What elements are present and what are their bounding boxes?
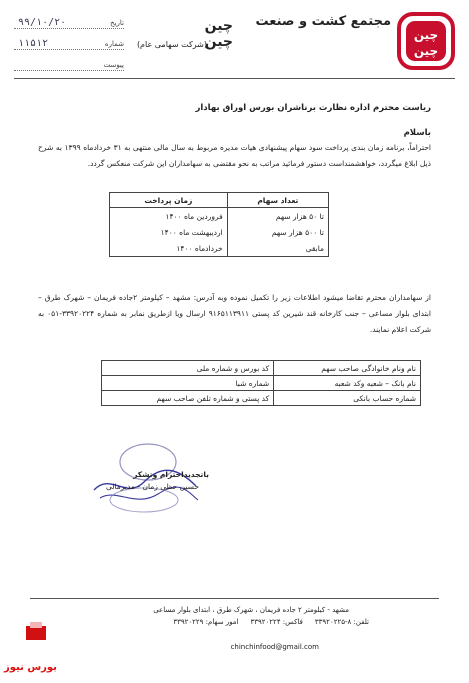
number-row (14, 31, 124, 50)
recipient-line: ریاست محترم اداره نظارت برناشران بورس اوراق بهادار (195, 103, 431, 113)
svg-text:چین: چین (413, 28, 439, 42)
company-type: (شرکت سهامی عام) (136, 40, 207, 49)
shares-cell: تا ۵۰۰ هزار سهم (227, 224, 328, 240)
number-label: شماره (104, 40, 124, 48)
shares-cell: تا ۵۰ هزار سهم (227, 208, 328, 225)
date-row (14, 10, 124, 29)
column-header-payment-time: زمان پرداخت (110, 193, 228, 208)
payment-schedule-table (109, 192, 329, 257)
svg-text:چین: چین (413, 44, 439, 58)
paragraph-instructions: از سهامداران محترم تقاضا میشود اطلاعات زیر را تکمیل نموده وبه آدرس: مشهد – کیلومتر ۲جاده فریمان – شهرک طرق – ابتدای بلوار مساعی – جنب کارخانه قند شیرین کد پستی ۹۱۶۵۱۱۳۹۱۱ ارسال ویا ازطریق نمابر به شماره ۳۳۹۲۰۲۲۴-۰۵۱ به شرکت اعلام نمایند. (38, 293, 432, 334)
info-field: شماره حساب بانکی (274, 391, 421, 406)
footer-address: مشهد - کیلومتر ۲ جاده فریمان ، شهرک طرق ، ابتدای بلوار مساعی (153, 606, 349, 614)
payment-time-cell: اردیبهشت ماه ۱۴۰۰ (110, 224, 228, 240)
brand-line-2: چین (204, 34, 233, 51)
footer-contacts (173, 618, 369, 626)
table-header-row (110, 193, 329, 208)
watermark-text: بورس نیوز (4, 662, 57, 673)
info-field: شماره شبا (102, 376, 274, 391)
header-divider (14, 78, 455, 79)
company-title: مجتمع کشت و صنعت (255, 14, 391, 29)
table-row (102, 361, 421, 376)
footer-divider (30, 598, 439, 599)
signer-name: حسین حظی زمان - مدیرمالی (105, 482, 199, 491)
info-field: کد پستی و شماره تلفن صاحب سهم (102, 391, 274, 406)
attachment-row (14, 52, 124, 71)
shares-cell: مابقی (227, 240, 328, 257)
shareholder-info-table (101, 360, 421, 406)
company-logo (397, 12, 455, 70)
date-label: تاریخ (110, 19, 124, 27)
table-row (110, 240, 329, 257)
number-value: ۱۱۵۱۲ (18, 38, 49, 49)
table-row (110, 208, 329, 225)
attachment-label: پیوست (103, 61, 124, 69)
footer-email: chinchinfood@gmail.com (230, 643, 319, 651)
date-value: ۹۹/۱۰/۲۰ (18, 17, 67, 28)
info-field: نام ونام خانوادگی صاحب سهم (274, 361, 421, 376)
info-field: کد بورس و شماره ملی (102, 361, 274, 376)
phone-text: تلفن: ۸-۳۳۹۲۰۲۲۵ (314, 618, 369, 626)
column-header-shares: تعداد سهام (227, 193, 328, 208)
paragraph-intro: احتراماً، برنامه زمان بندی پرداخت سود سهام پیشنهادی هیات مدیره مربوط به سال مالی منتهی به ۳۱ خردادماه ۱۳۹۹ به شرح ذیل ابلاغ میگردد، خواهشمنداست دستور فرمائید مراتب به نحو مقتضی به سهامداران این شرکت منعکس گردد. (38, 143, 432, 168)
brand-line-1: چین (204, 18, 233, 34)
payment-time-cell: فروردین ماه ۱۴۰۰ (110, 208, 228, 225)
table-row (110, 224, 329, 240)
reference-block (14, 10, 124, 73)
payment-time-cell: خردادماه ۱۴۰۰ (110, 240, 228, 257)
table-row (102, 376, 421, 391)
brand-name (205, 18, 233, 50)
shareholders-phone-text: امور سهام: ۳۳۹۲۰۲۲۹ (173, 618, 239, 626)
signoff: باتجدیداحترام وتشکر (133, 470, 209, 479)
table-row (102, 391, 421, 406)
watermark-logo-icon (24, 620, 48, 644)
fax-text: فاکس: ۳۳۹۲۰۲۲۴ (250, 618, 303, 626)
info-field: نام بانک – شعبه وکد شعبه (274, 376, 421, 391)
greeting: باسلام (403, 128, 431, 138)
